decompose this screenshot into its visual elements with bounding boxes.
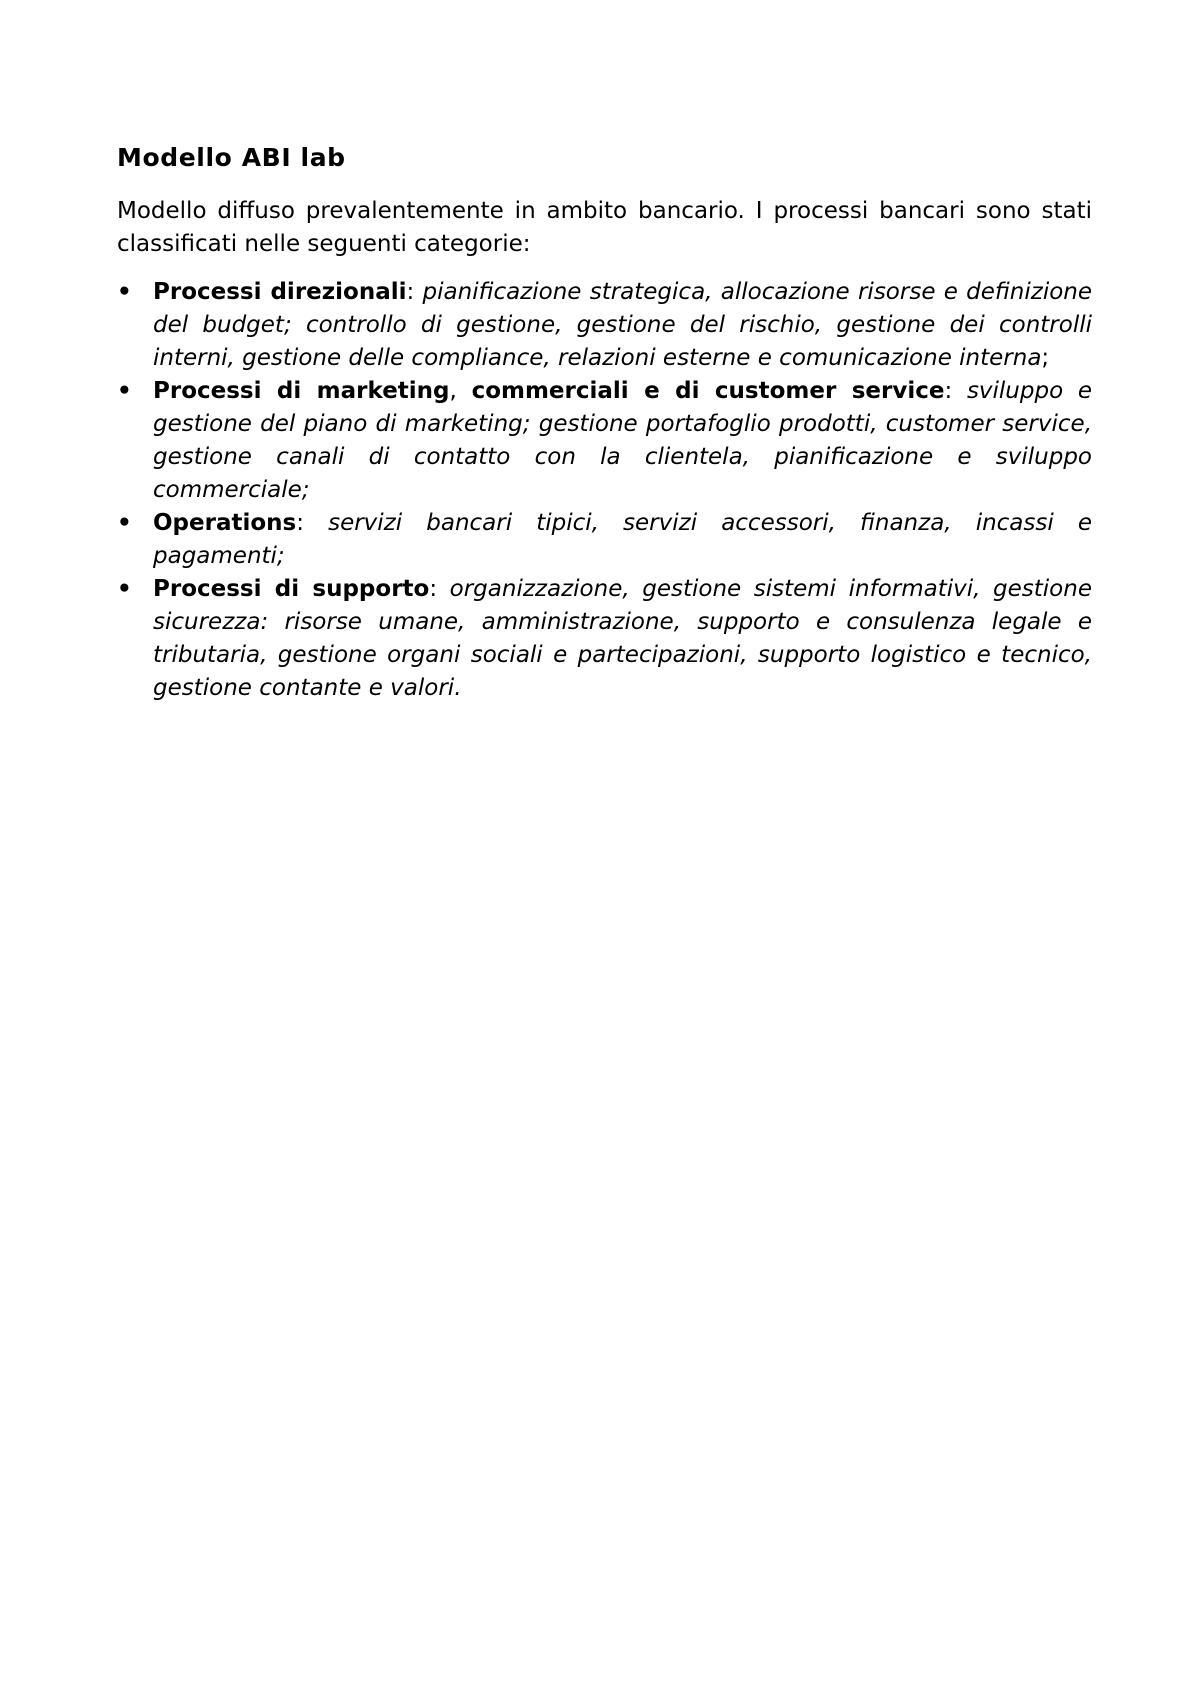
item-separator: : [429, 576, 450, 602]
list-item [117, 276, 1092, 375]
list-item [117, 507, 1092, 573]
bullet-icon: • [117, 510, 132, 536]
item-separator: , [449, 378, 472, 404]
item-term: Processi di marketing [153, 378, 450, 404]
category-list [117, 276, 1092, 705]
item-term: Operations [153, 510, 297, 536]
item-term: Processi di supporto [153, 576, 430, 602]
item-description: pianificazione strategica, allocazione risorse e definizione del budget; controllo di gestione, gestione del rischio, gestione dei controlli interni, gestione delle compliance, relazioni esterne e comunicazione interna [153, 279, 1093, 371]
page-title: Modello ABI lab [117, 143, 346, 172]
document-content [117, 140, 1092, 705]
item-separator: : [296, 510, 329, 536]
item-term-continued: commerciali e di customer service [471, 378, 945, 404]
bullet-icon: • [117, 279, 132, 305]
intro-paragraph: Modello diffuso prevalentemente in ambito bancario. I processi bancari sono stati classificati nelle seguenti categorie: [117, 198, 1092, 257]
list-item [117, 375, 1092, 507]
bullet-icon: • [117, 576, 132, 602]
item-description: servizi bancari tipici, servizi accessori, finanza, incassi e pagamenti; [153, 510, 1093, 569]
item-term: Processi direzionali [153, 279, 407, 305]
item-end: ; [1041, 345, 1050, 371]
item-description: sviluppo e gestione del piano di marketing; gestione portafoglio prodotti, customer service, gestione canali di contatto con la clientela, pianificazione e sviluppo commerciale; [153, 378, 1093, 503]
item-separator: : [944, 378, 967, 404]
item-separator: : [406, 279, 423, 305]
bullet-icon: • [117, 378, 132, 404]
item-description: organizzazione, gestione sistemi informativi, gestione sicurezza: risorse umane, amministrazione, supporto e consulenza legale e tributaria, gestione organi sociali e partecipazioni, supporto logistico e tecnico, gestione contante e valori. [153, 576, 1092, 701]
list-item [117, 573, 1092, 705]
